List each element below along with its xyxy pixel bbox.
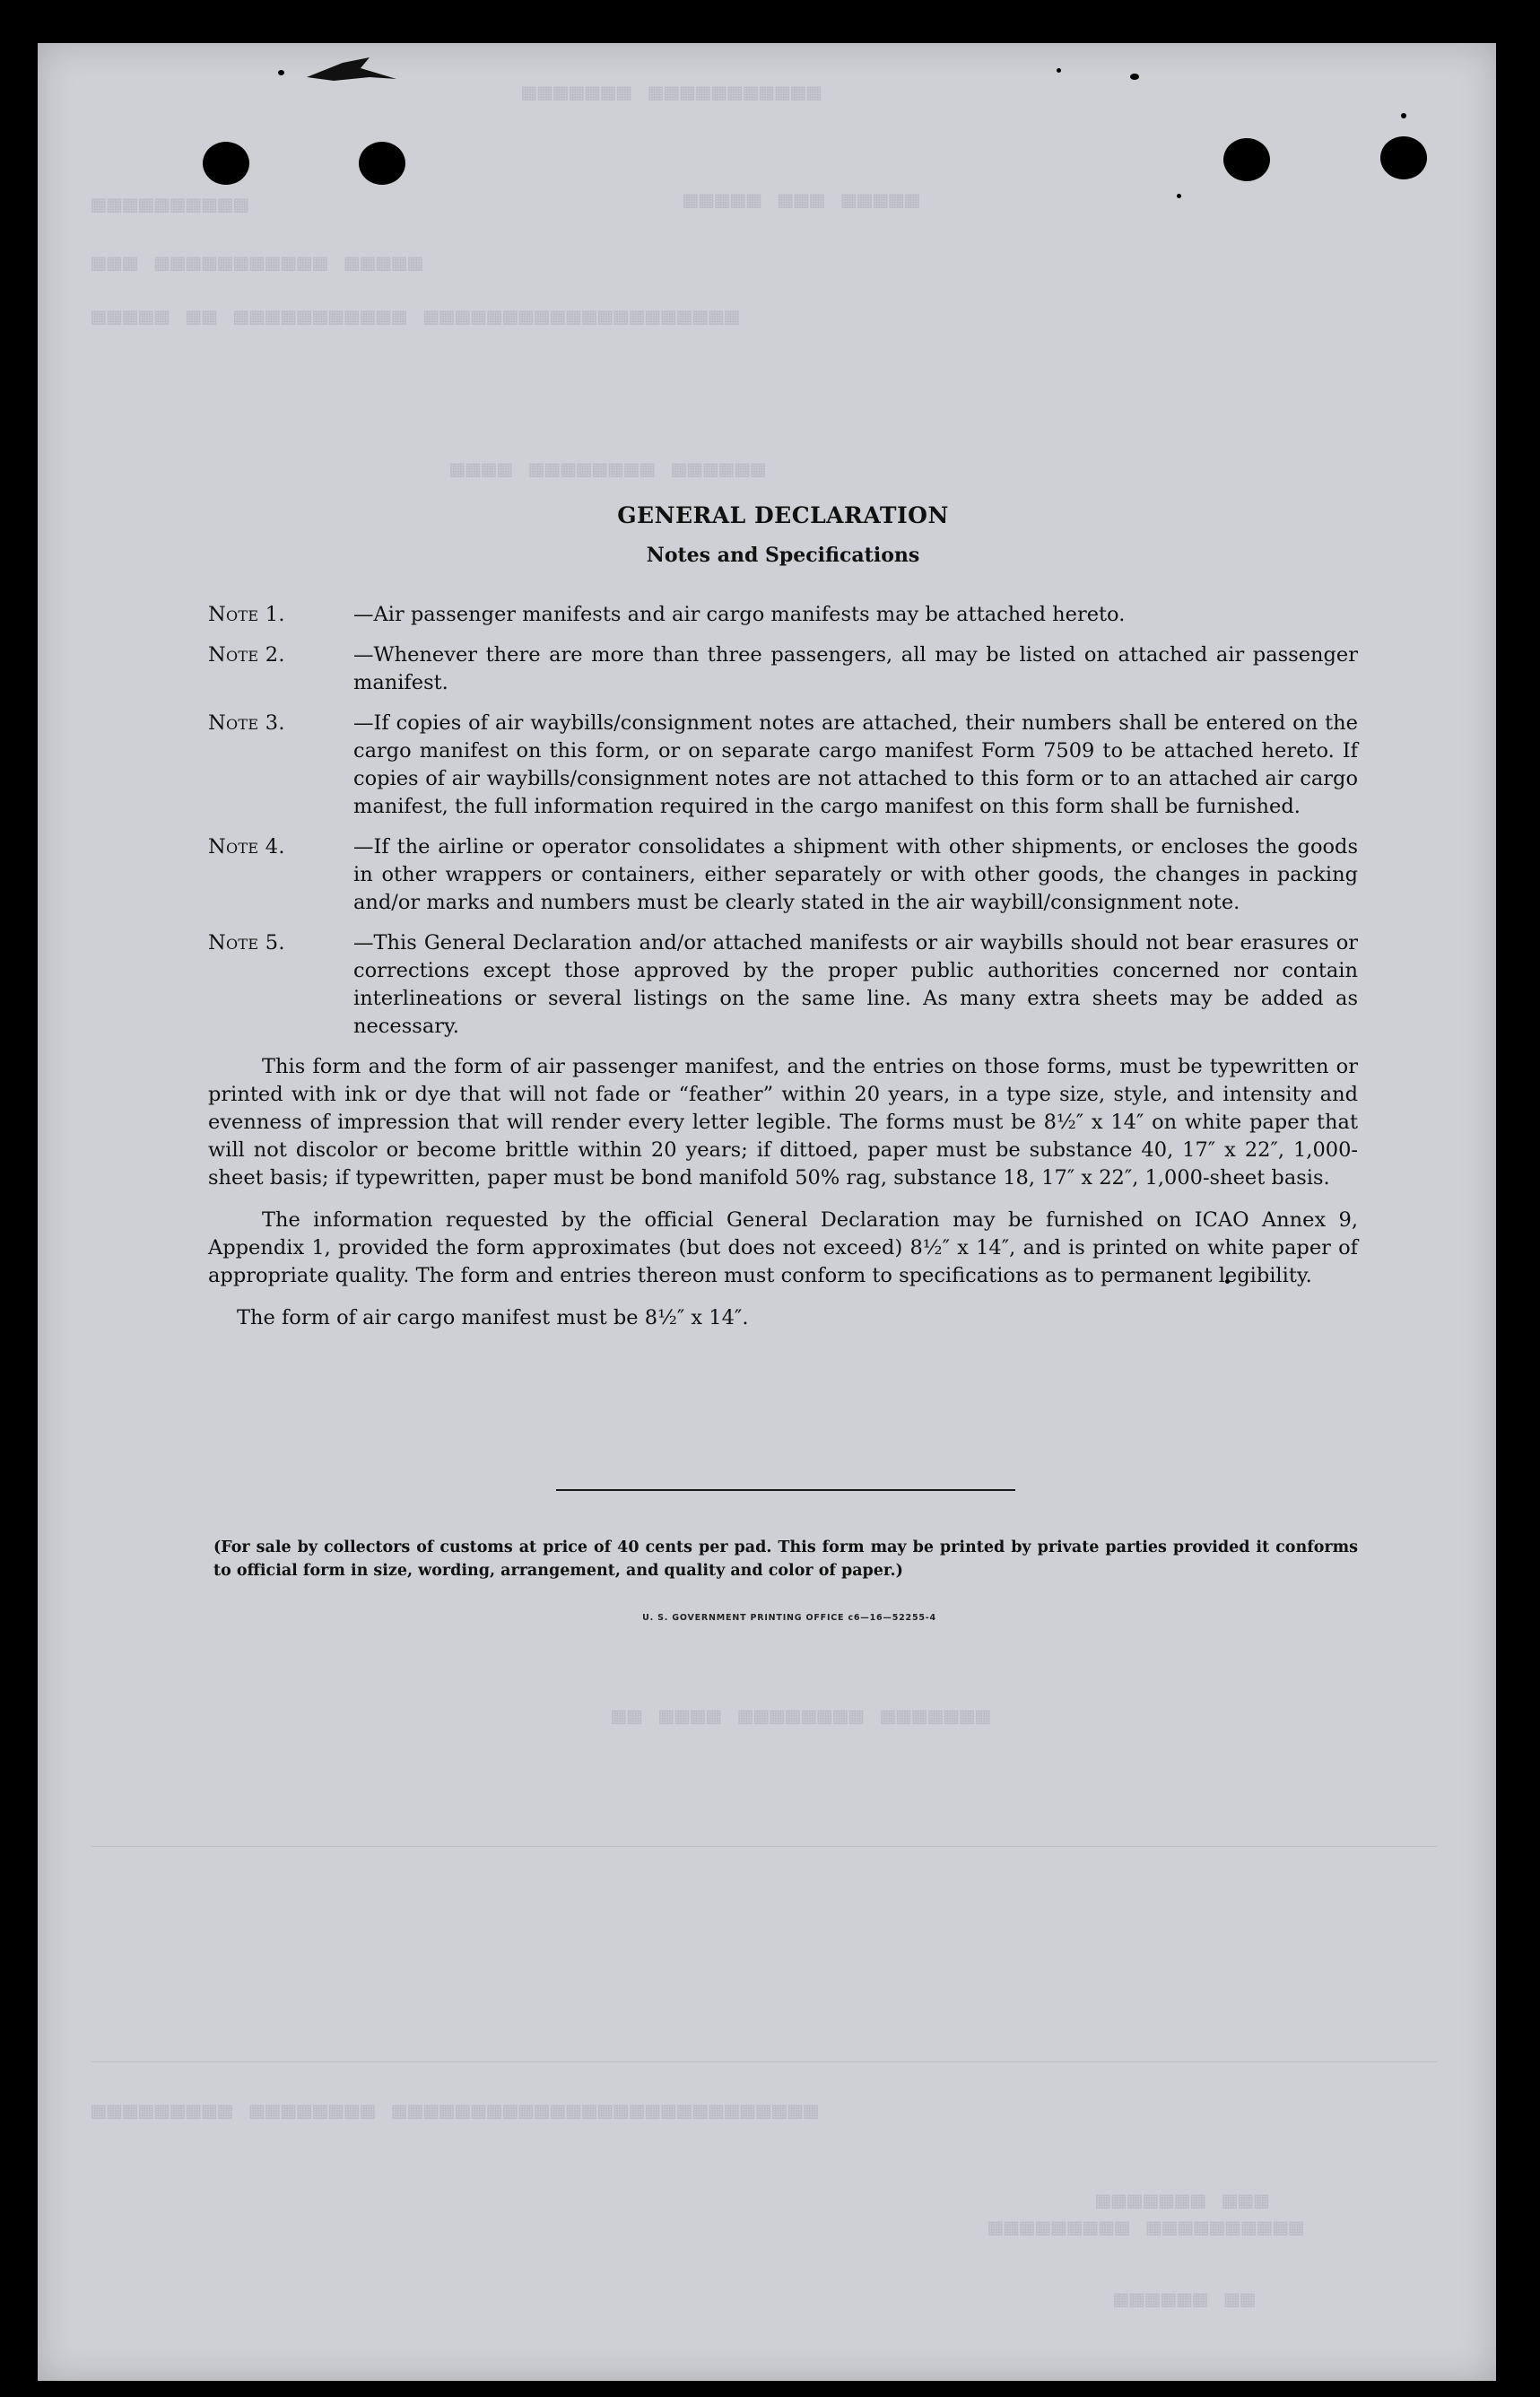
note-label: Note 5. xyxy=(208,931,285,954)
specification-paragraph: This form and the form of air passenger manifest, and the entries on those forms, must be typewritten or printed with ink or dye that will not fade or “feather” within 20 years, in a type size, style, and intensity and evenness of impression that will render every letter legible. The forms must be 8½″ x 14″ on white paper that will not discolor or become brittle within 20 years; if dittoed, paper must be substance 40, 17″ x 22″, 1,000-sheet basis; if typewritten, paper must be bond manifold 50% rag, substance 18, 17″ x 22″, 1,000-sheet basis. xyxy=(208,1055,1358,1190)
punch-hole xyxy=(203,142,249,185)
bleed-through-mark: ▦▦▦▦▦▦▦ ▦▦▦▦▦▦▦▦▦▦▦ xyxy=(522,79,823,106)
bleed-through-line xyxy=(91,2061,1437,2062)
document-title: GENERAL DECLARATION xyxy=(617,502,949,528)
note-item xyxy=(208,929,1358,1041)
specification-paragraph: The information requested by the official General Declaration may be furnished on ICAO Annex 9, Appendix 1, provided the form approximates (but does not exceed) 8½″ x 14″, and is printed on white paper of appropriate quality. The form and entries thereon must conform to specifications as to permanent legibility. xyxy=(208,1208,1358,1287)
paper-speck xyxy=(1057,68,1061,73)
note-text: —This General Declaration and/or attached manifests or air waybills should not bear erasures or corrections except those approved by the proper public authorities concerned nor contain interlineations or several listings on the same line. As many extra sheets may be added as necessary. xyxy=(353,931,1358,1038)
bleed-through-mark: ▦▦▦▦▦ ▦▦▦ ▦▦▦▦▦ xyxy=(683,187,921,214)
note-label: Note 3. xyxy=(208,711,285,735)
note-item xyxy=(208,601,1358,629)
note-item xyxy=(208,833,1358,917)
notes-list xyxy=(208,601,1358,1041)
note-label: Note 1. xyxy=(208,603,285,626)
note-text: —If the airline or operator consolidates a shipment with other shipments, or encloses the goods in other wrappers or containers, either separately or with other goods, the changes in packing and/or marks and numbers must be clearly stated in the air waybill/consignment note. xyxy=(353,835,1358,914)
bleed-through-mark: ▦▦▦▦ ▦▦▦▦▦▦▦▦ ▦▦▦▦▦▦ xyxy=(450,456,768,483)
bleed-through-mark: ▦▦▦▦▦▦▦ ▦▦▦ xyxy=(1096,2187,1271,2214)
sale-notice: (For sale by collectors of customs at price of 40 cents per pad. This form may be printed by private parties provided it conforms to official form in size, wording, arrangement, and quality and color of paper.) xyxy=(213,1538,1358,1580)
paper-tear xyxy=(307,57,405,84)
bleed-through-mark: ▦▦▦▦▦▦▦▦▦ ▦▦▦▦▦▦▦▦▦▦ xyxy=(988,2214,1306,2241)
note-label: Note 2. xyxy=(208,643,285,667)
paper-speck xyxy=(1399,158,1407,166)
note-label: Note 4. xyxy=(208,835,285,859)
note-item xyxy=(208,641,1358,697)
bleed-through-mark: ▦▦▦ ▦▦▦▦▦▦▦▦▦▦▦ ▦▦▦▦▦ xyxy=(91,249,424,276)
note-item xyxy=(208,710,1358,821)
bleed-through-mark: ▦▦▦▦▦ ▦▦ ▦▦▦▦▦▦▦▦▦▦▦ ▦▦▦▦▦▦▦▦▦▦▦▦▦▦▦▦▦▦▦▦ xyxy=(91,303,741,330)
document-subtitle: Notes and Specifications xyxy=(646,544,920,567)
punch-hole xyxy=(359,142,405,185)
bleed-through-mark: ▦▦▦▦▦▦ ▦▦ xyxy=(1114,2286,1257,2313)
note-text: —Air passenger manifests and air cargo manifests may be attached hereto. xyxy=(353,603,1126,626)
note-text: —If copies of air waybills/consignment notes are attached, their numbers shall be entered on the cargo manifest on this form, or on separate cargo manifest Form 7509 to be attached hereto. If copies of air waybills/consignment notes are not attached to this form or to an attached air cargo manifest, the full information required in the cargo manifest on this form shall be furnished. xyxy=(353,711,1358,818)
bleed-through-mark: ▦▦▦▦▦▦▦▦▦ ▦▦▦▦▦▦▦▦ ▦▦▦▦▦▦▦▦▦▦▦▦▦▦▦▦▦▦▦▦▦▦▦▦▦▦▦ xyxy=(91,2097,821,2124)
note-text: —Whenever there are more than three passengers, all may be listed on attached air passenger manifest. xyxy=(353,643,1358,694)
paper-speck xyxy=(1177,194,1181,198)
paper-speck xyxy=(1130,74,1139,80)
bleed-through-mark: ▦▦ ▦▦▦▦ ▦▦▦▦▦▦▦▦ ▦▦▦▦▦▦▦ xyxy=(612,1703,992,1730)
bleed-through-line xyxy=(91,1846,1437,1847)
bleed-through-mark: ▦▦▦▦▦▦▦▦▦▦ xyxy=(91,191,250,218)
paper-speck xyxy=(278,70,284,75)
punch-hole xyxy=(1223,138,1270,181)
specification-paragraph: The form of air cargo manifest must be 8½″ x 14″. xyxy=(237,1306,749,1329)
declaration-notes-content xyxy=(208,502,1358,1347)
printing-office-imprint: U. S. GOVERNMENT PRINTING OFFICE c6—16—52255-4 xyxy=(642,1613,936,1623)
paper-speck xyxy=(1401,113,1406,118)
horizontal-rule xyxy=(556,1489,1015,1491)
